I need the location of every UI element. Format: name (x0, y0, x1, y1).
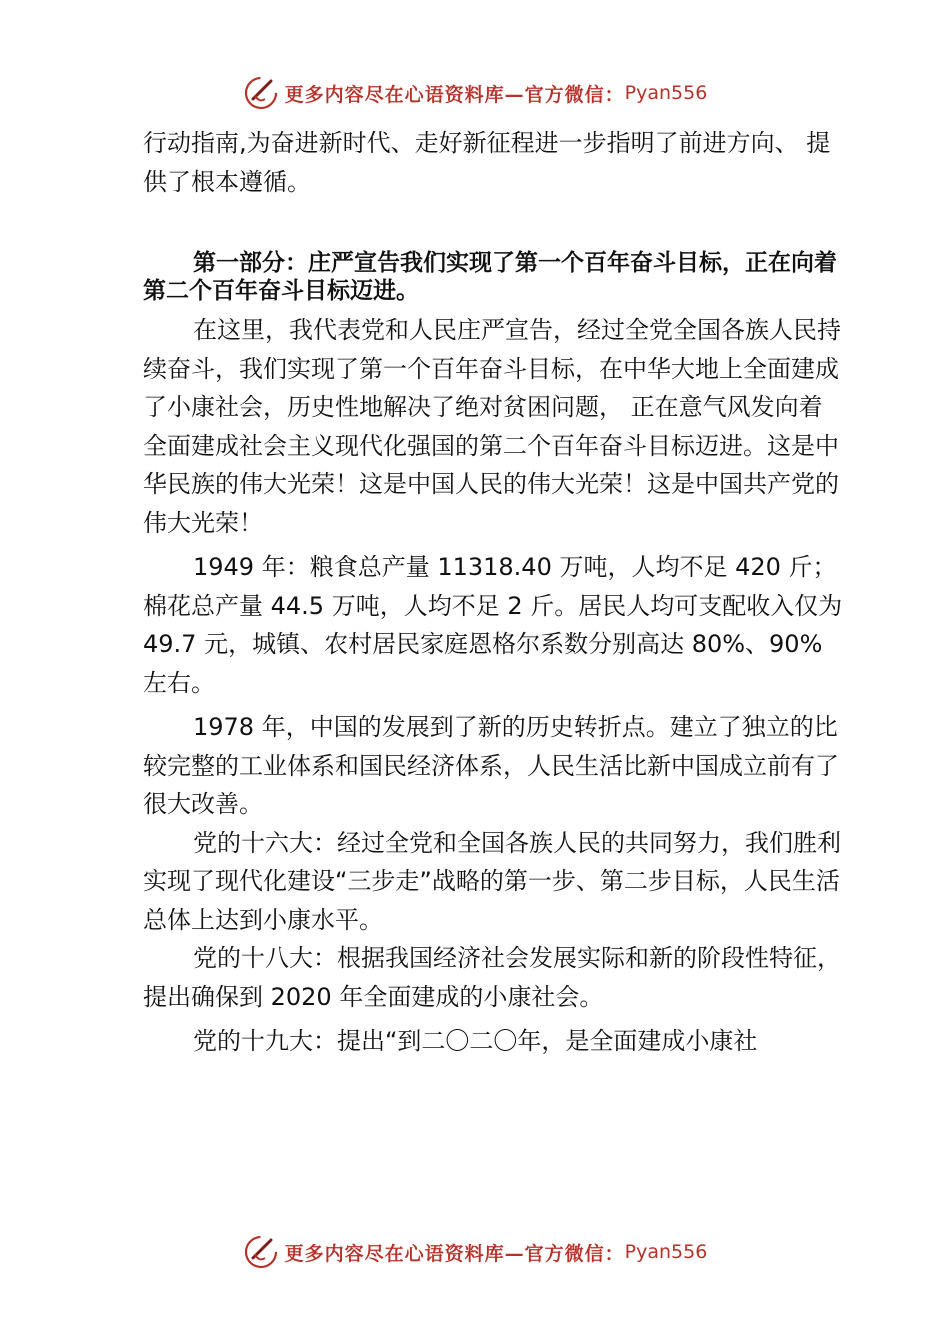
paragraph-5: 党的十八大：根据我国经济社会发展实际和新的阶段性特征，提出确保到 2020 年全面建成的小康社会。 (143, 944, 841, 1011)
brush-logo-icon (243, 1234, 279, 1270)
wechat-id: Pyan556 (624, 82, 708, 104)
paragraph-4: 党的十六大：经过全党和全国各族人民的共同努力，我们胜利实现了现代化建设“三步走”战略的第一步、第二步目标，人民生活总体上达到小康水平。 (143, 828, 841, 934)
banner-text: 更多内容尽在心语资料库—官方微信： (284, 83, 625, 106)
paragraph-6: 党的十九大：提出“到二〇二〇年，是全面建成小康社 (193, 1027, 758, 1055)
paragraph-1: 在这里，我代表党和人民庄严宣告，经过全党全国各族人民持续奋斗，我们实现了第一个百年奋斗目标，在中华大地上全面建成了小康社会，历史性地解决了绝对贫困问题， 正在意气风发向着全面建成社会主义现代化强国的第二个百年奋斗目标迈进。这是中华民族的伟大光荣！这是中国人民的伟大光荣！这是中国共产党的伟大光荣！ (143, 316, 841, 537)
section-heading: 第一部分：庄严宣告我们实现了第一个百年奋斗目标，正在向着第二个百年奋斗目标迈进。 (143, 250, 837, 304)
banner-text: 更多内容尽在心语资料库—官方微信： (284, 1242, 625, 1265)
paragraph-intro: 行动指南,为奋进新时代、走好新征程进一步指明了前进方向、 提供了根本遵循。 (143, 129, 831, 196)
footer-banner (0, 1227, 950, 1277)
document-body (143, 124, 843, 1061)
paragraph-2: 1949 年：粮食总产量 11318.40 万吨，人均不足 420 斤；棉花总产量 44.5 万吨，人均不足 2 斤。居民人均可支配收入仅为 49.7 元，城镇、农村居民家庭恩格尔系数分别高达 80%、90%左右。 (143, 553, 843, 697)
header-banner (0, 68, 950, 118)
wechat-id: Pyan556 (624, 1241, 708, 1263)
brush-logo-icon (243, 75, 279, 111)
paragraph-3: 1978 年，中国的发展到了新的历史转折点。建立了独立的比较完整的工业体系和国民经济体系，人民生活比新中国成立前有了很大改善。 (143, 713, 839, 818)
